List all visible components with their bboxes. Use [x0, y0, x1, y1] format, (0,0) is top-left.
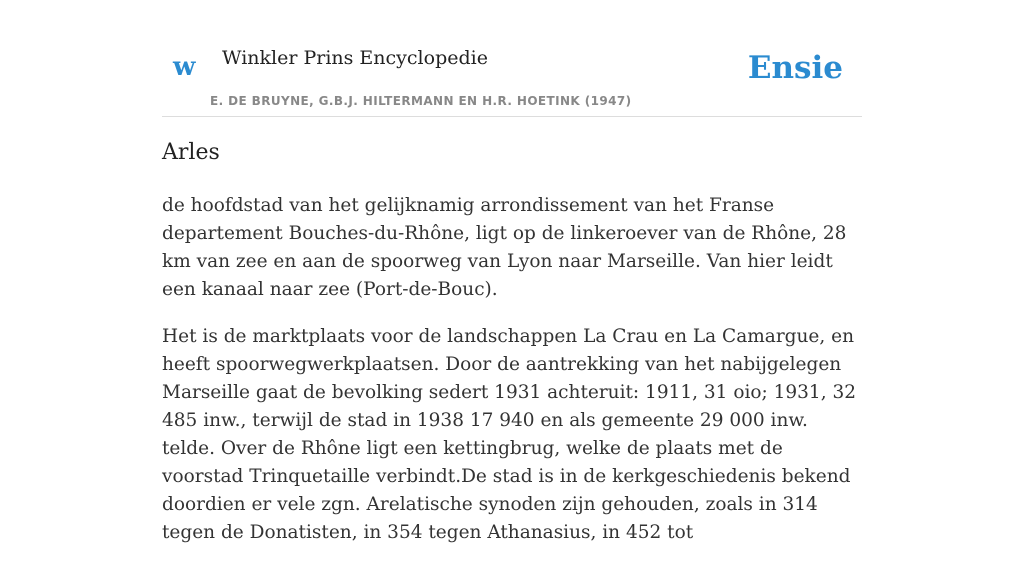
site-header — [162, 30, 862, 117]
ensie-brand-logo[interactable]: Ensie — [747, 50, 843, 86]
article-paragraph: Het is de marktplaats voor de landschappen La Crau en La Camargue, en heeft spoorwegwerkplaatsen. Door de aantrekking van het nabijgelegen Marseille gaat de bevolking sedert 1931 achteruit: 1911, 31 oio; 1931, 32 485 inw., terwijl de stad in 1938 17 940 en als gemeente 29 000 inw. telde. Over de Rhône ligt een kettingbrug, welke de plaats met de voorstad Trinquetaille verbindt.De stad is in de kerkgeschiedenis bekend doordien er vele zgn. Arelatische synoden zijn gehouden, zoals in 314 tegen de Donatisten, in 354 tegen Athanasius, in 452 tot — [162, 326, 857, 543]
article-title: Arles — [162, 140, 220, 165]
book-title-link[interactable]: Winkler Prins Encyclopedie — [222, 47, 488, 69]
book-authors: E. DE BRUYNE, G.B.J. HILTERMANN EN H.R. HOETINK (1947) — [210, 94, 632, 108]
article-paragraph: de hoofdstad van het gelijknamig arrondissement van het Franse departement Bouches-du-Rhône, ligt op de linkeroever van de Rhône, 28 km van zee en aan de spoorweg van Lyon naar Marseille. Van hier leidt een kanaal naar zee (Port-de-Bouc). — [162, 195, 847, 300]
book-logo[interactable]: w — [173, 52, 196, 82]
article-content — [162, 192, 862, 566]
